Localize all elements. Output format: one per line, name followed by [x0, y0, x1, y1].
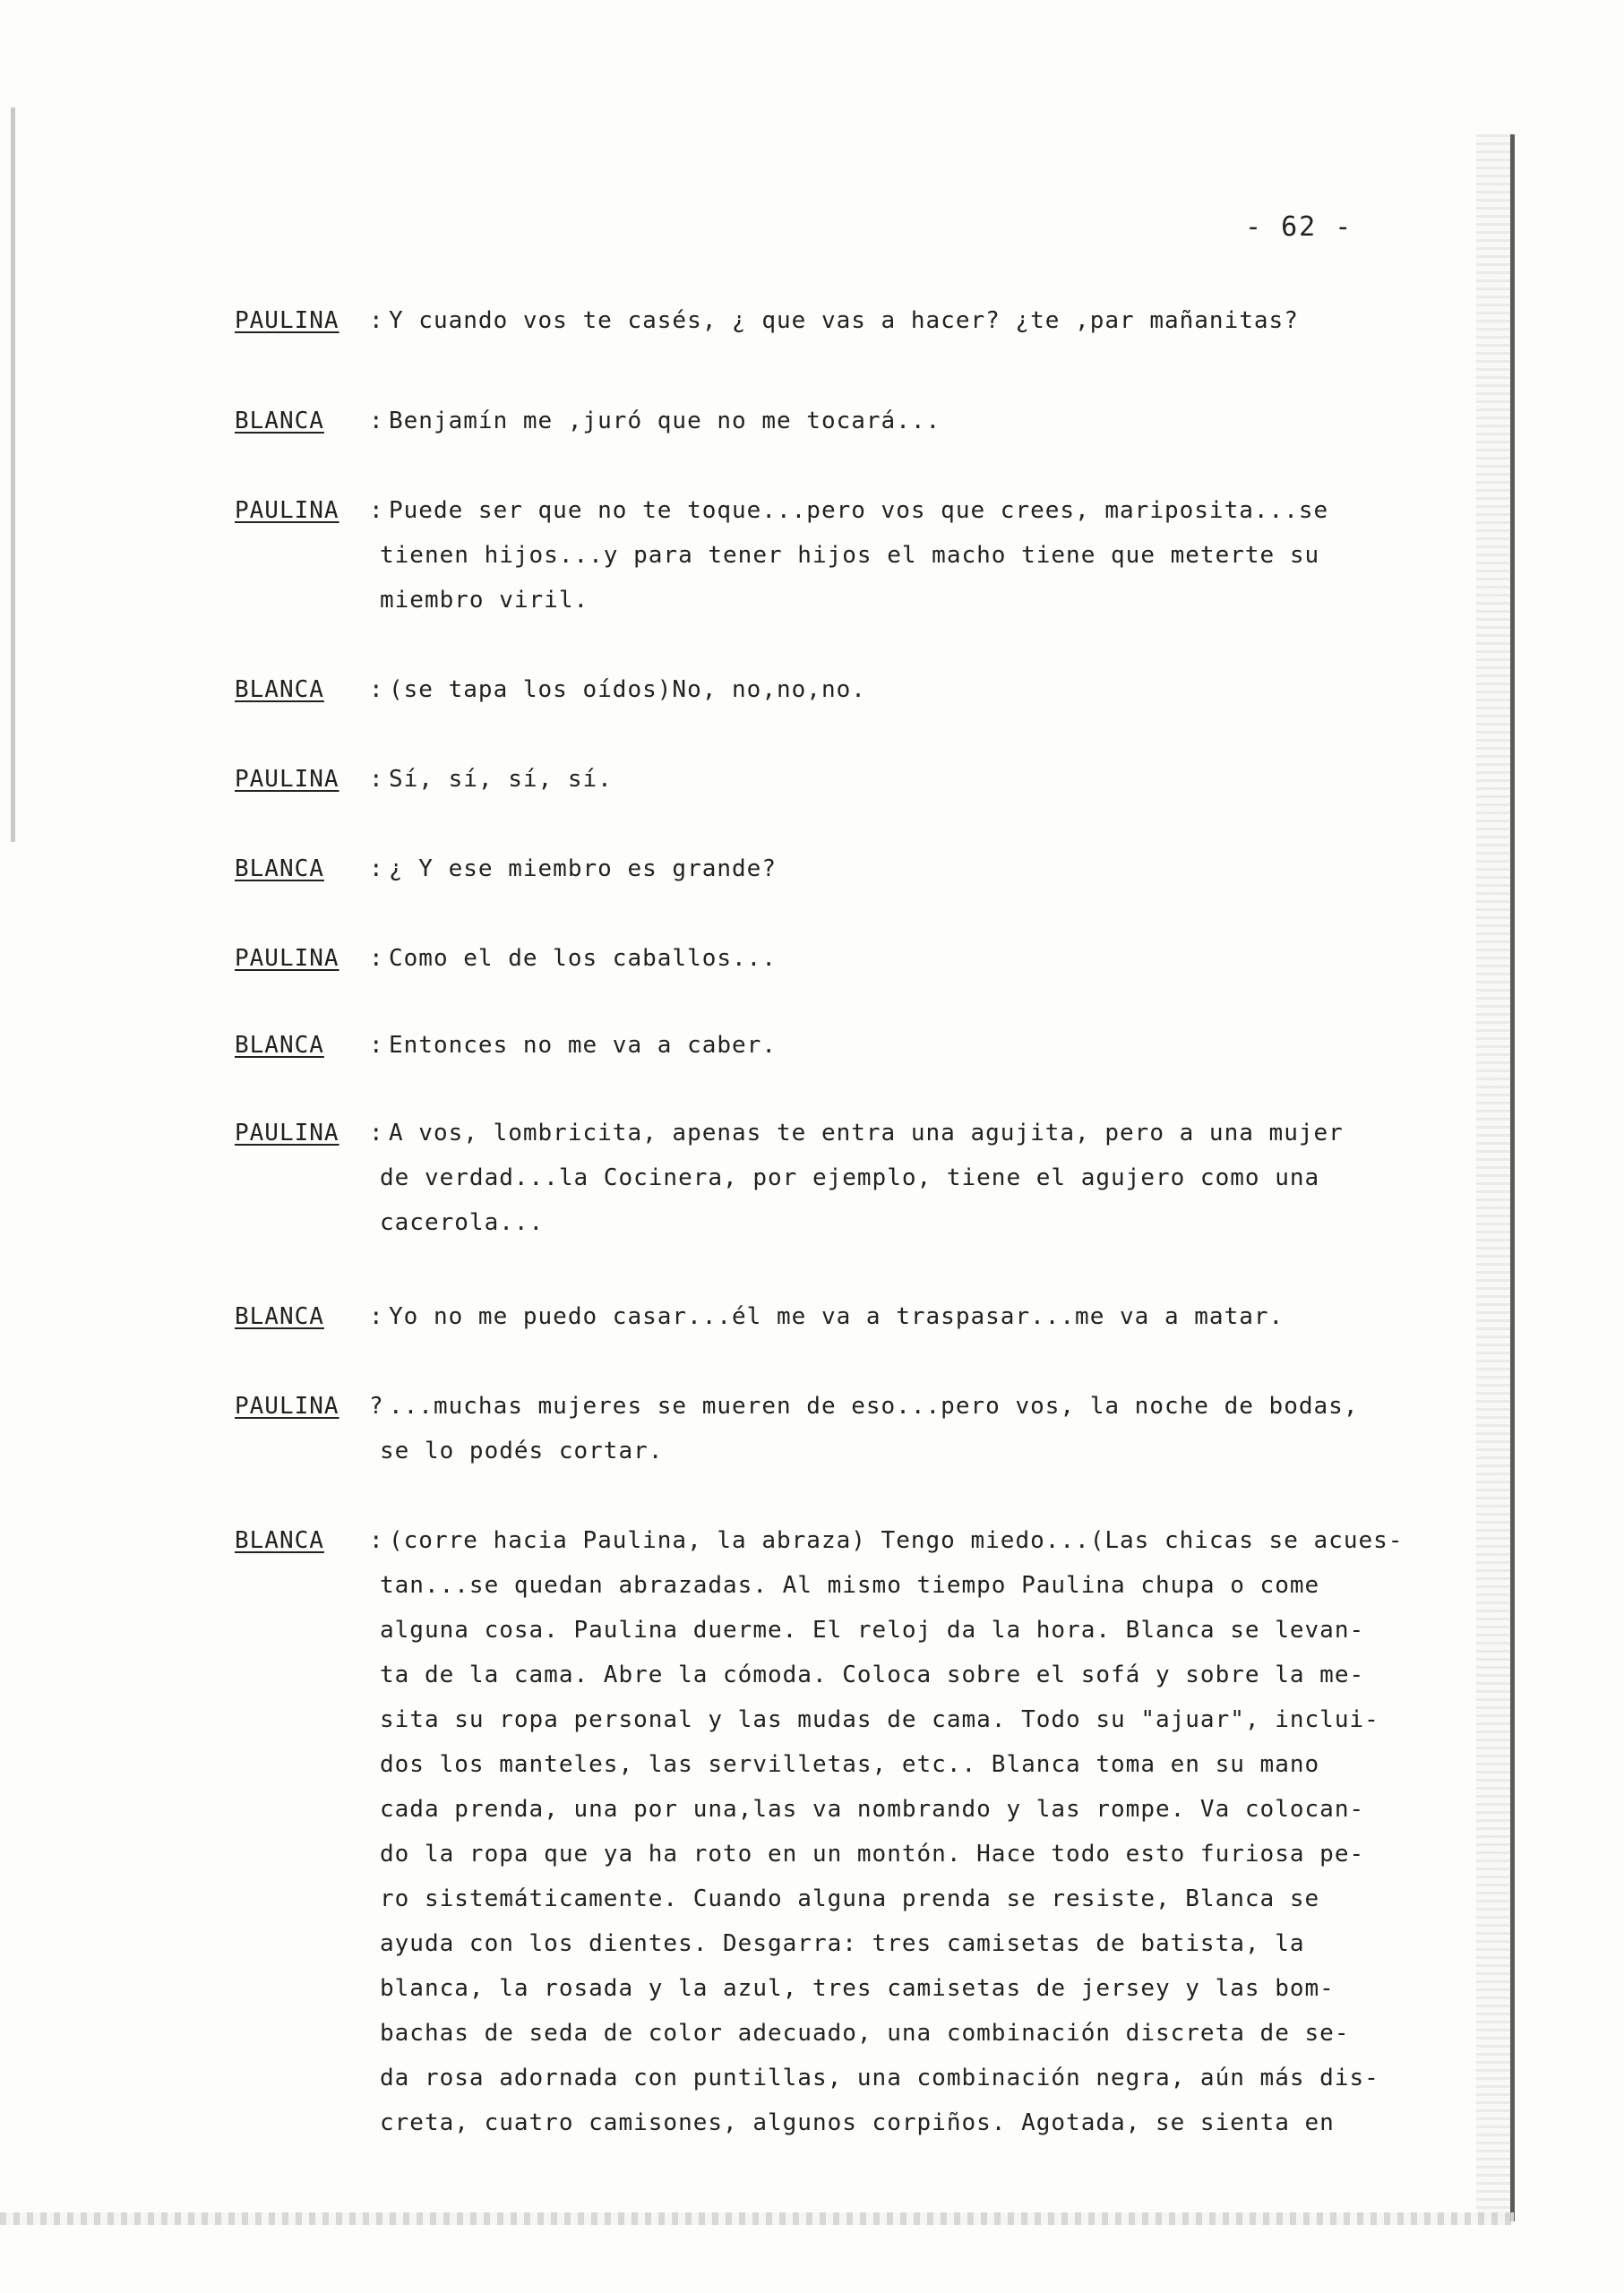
- dialogue-text: Como el de los caballos...: [389, 945, 777, 972]
- speaker-name: PAULINA: [235, 1393, 339, 1420]
- dialogue-continuation: bachas de seda de color adecuado, una combinación discreta de se-: [380, 2020, 1350, 2047]
- dialogue-continuation: miembro viril.: [380, 587, 589, 614]
- dialogue-line: [235, 667, 1471, 712]
- speaker-name: BLANCA: [235, 1303, 324, 1330]
- dialogue-continuation: tan...se quedan abrazadas. Al mismo tiempo Paulina chupa o come: [380, 1572, 1320, 1599]
- dialogue-line: [235, 1023, 1471, 1068]
- scan-bottom-edge: [0, 2212, 1514, 2225]
- dialogue-continuation: ro sistemáticamente. Cuando alguna prenda se resiste, Blanca se: [380, 1885, 1320, 1912]
- dialogue-line: [235, 846, 1471, 891]
- dialogue-continuation: da rosa adornada con puntillas, una combinación negra, aún más dis-: [380, 2065, 1379, 2091]
- dialogue-continuation: blanca, la rosada y la azul, tres camisetas de jersey y las bom-: [380, 1975, 1335, 2002]
- dialogue-line: [235, 757, 1471, 802]
- speaker-name: BLANCA: [235, 676, 324, 703]
- dialogue-text: Puede ser que no te toque...pero vos que crees, mariposita...se: [389, 497, 1329, 524]
- speaker-separator: ?: [369, 1393, 384, 1420]
- dialogue-continuation: cada prenda, una por una,las va nombrando y las rompe. Va colocan-: [380, 1796, 1365, 1823]
- speaker-separator: :: [369, 945, 384, 972]
- speaker-separator: :: [369, 855, 384, 882]
- speaker-separator: :: [369, 1527, 384, 1554]
- dialogue-text: Benjamín me ,juró que no me tocará...: [389, 408, 941, 434]
- speaker-separator: :: [369, 1032, 384, 1059]
- dialogue-text: ¿ Y ese miembro es grande?: [389, 855, 777, 882]
- speaker-separator: :: [369, 307, 384, 334]
- dialogue-text: Entonces no me va a caber.: [389, 1032, 777, 1059]
- speaker-name: PAULINA: [235, 1120, 339, 1146]
- dialogue-line: [235, 1384, 1471, 1429]
- speaker-separator: :: [369, 766, 384, 793]
- dialogue-continuation: se lo podés cortar.: [380, 1438, 664, 1464]
- dialogue-continuation: de verdad...la Cocinera, por ejemplo, tiene el agujero como una: [380, 1164, 1320, 1191]
- dialogue-line: [235, 1294, 1471, 1339]
- dialogue-text: ...muchas mujeres se mueren de eso...pero vos, la noche de bodas,: [389, 1393, 1359, 1420]
- scan-left-edge: [11, 107, 15, 842]
- dialogue-continuation: dos los manteles, las servilletas, etc.. Blanca toma en su mano: [380, 1751, 1320, 1778]
- speaker-name: PAULINA: [235, 497, 339, 524]
- dialogue-continuation: ayuda con los dientes. Desgarra: tres camisetas de batista, la: [380, 1930, 1305, 1957]
- speaker-name: PAULINA: [235, 945, 339, 972]
- dialogue-line: [235, 399, 1471, 443]
- speaker-separator: :: [369, 1120, 384, 1146]
- speaker-name: BLANCA: [235, 855, 324, 882]
- page-number: - 62 -: [1245, 211, 1353, 243]
- speaker-separator: :: [369, 676, 384, 703]
- dialogue-text: Y cuando vos te casés, ¿ que vas a hacer? ¿te ,par mañanitas?: [389, 307, 1299, 334]
- dialogue-continuation: alguna cosa. Paulina duerme. El reloj da la hora. Blanca se levan-: [380, 1617, 1365, 1644]
- speaker-separator: :: [369, 497, 384, 524]
- speaker-name: BLANCA: [235, 1527, 324, 1554]
- dialogue-text: (corre hacia Paulina, la abraza) Tengo miedo...(Las chicas se acues-: [389, 1527, 1404, 1554]
- dialogue-continuation: ta de la cama. Abre la cómoda. Coloca sobre el sofá y sobre la me-: [380, 1662, 1365, 1688]
- dialogue-continuation: creta, cuatro camisones, algunos corpiños. Agotada, se sienta en: [380, 2109, 1335, 2136]
- dialogue-continuation: tienen hijos...y para tener hijos el macho tiene que meterte su: [380, 542, 1320, 569]
- speaker-separator: :: [369, 1303, 384, 1330]
- speaker-name: PAULINA: [235, 307, 339, 334]
- dialogue-text: (se tapa los oídos)No, no,no,no.: [389, 676, 866, 703]
- dialogue-line: [235, 1518, 1471, 1563]
- dialogue-continuation: cacerola...: [380, 1209, 545, 1236]
- dialogue-line: [235, 1111, 1471, 1155]
- speaker-name: PAULINA: [235, 766, 339, 793]
- speaker-name: BLANCA: [235, 408, 324, 434]
- dialogue-continuation: sita su ropa personal y las mudas de cama. Todo su "ajuar", inclui-: [380, 1706, 1379, 1733]
- dialogue-continuation: do la ropa que ya ha roto en un montón. Hace todo esto furiosa pe-: [380, 1841, 1365, 1868]
- dialogue-line: [235, 936, 1471, 981]
- dialogue-text: Sí, sí, sí, sí.: [389, 766, 613, 793]
- speaker-name: BLANCA: [235, 1032, 324, 1059]
- dialogue-text: Yo no me puedo casar...él me va a traspasar...me va a matar.: [389, 1303, 1285, 1330]
- dialogue-line: [235, 298, 1471, 343]
- dialogue-text: A vos, lombricita, apenas te entra una agujita, pero a una mujer: [389, 1120, 1344, 1146]
- speaker-separator: :: [369, 408, 384, 434]
- dialogue-line: [235, 488, 1471, 533]
